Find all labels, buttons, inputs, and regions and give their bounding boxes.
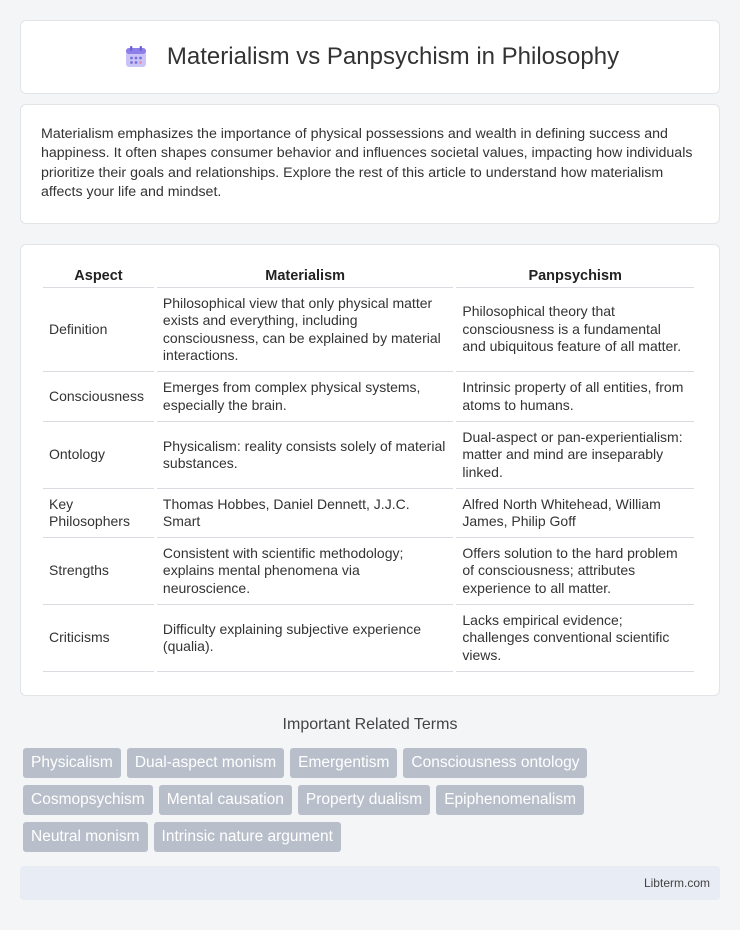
calendar-icon: [121, 42, 151, 72]
comparison-table-card: [20, 244, 720, 696]
header-card: [20, 20, 720, 94]
table-cell: Philosophical view that only physical matter exists and everything, including consciousness, can be explained by material interactions.: [157, 288, 453, 372]
table-cell: Offers solution to the hard problem of consciousness; attributes experience to all matter.: [456, 538, 694, 605]
table-row: [43, 372, 694, 422]
table-cell: Strengths: [43, 538, 154, 605]
table-cell: Ontology: [43, 422, 154, 489]
tag-neutral-monism[interactable]: Neutral monism: [23, 822, 148, 852]
tag-consciousness-ontology[interactable]: Consciousness ontology: [403, 748, 587, 778]
tag-property-dualism[interactable]: Property dualism: [298, 785, 430, 815]
tag-epiphenomenalism[interactable]: Epiphenomenalism: [436, 785, 584, 815]
table-cell: Criticisms: [43, 605, 154, 672]
intro-card: [20, 104, 720, 224]
table-row: [43, 422, 694, 489]
tag-row: [23, 822, 723, 852]
tag-row: [23, 748, 723, 778]
table-cell: Key Philosophers: [43, 489, 154, 538]
tag-dual-aspect-monism[interactable]: Dual-aspect monism: [127, 748, 284, 778]
table-cell: Definition: [43, 288, 154, 372]
page-title: Materialism vs Panpsychism in Philosophy: [166, 43, 620, 70]
title-wrap: [121, 42, 619, 72]
related-terms-tags: [23, 748, 723, 859]
related-terms-title: Important Related Terms: [282, 716, 458, 733]
table-cell: Physicalism: reality consists solely of material substances.: [157, 422, 453, 489]
column-header-aspect: Aspect: [43, 265, 154, 288]
column-header-materialism: Materialism: [157, 265, 453, 288]
table-row: [43, 489, 694, 538]
tag-emergentism[interactable]: Emergentism: [290, 748, 397, 778]
tag-mental-causation[interactable]: Mental causation: [159, 785, 292, 815]
column-header-panpsychism: Panpsychism: [456, 265, 694, 288]
table-header-row: [43, 265, 694, 288]
table-row: [43, 605, 694, 672]
tag-physicalism[interactable]: Physicalism: [23, 748, 121, 778]
table-cell: Lacks empirical evidence; challenges conventional scientific views.: [456, 605, 694, 672]
comparison-table: [40, 265, 697, 672]
footer-site-link[interactable]: Libterm.com: [643, 876, 710, 890]
table-row: [43, 538, 694, 605]
tag-cosmopsychism[interactable]: Cosmopsychism: [23, 785, 153, 815]
table-cell: Emerges from complex physical systems, especially the brain.: [157, 372, 453, 422]
table-cell: Alfred North Whitehead, William James, Philip Goff: [456, 489, 694, 538]
table-cell: Consciousness: [43, 372, 154, 422]
table-cell: Difficulty explaining subjective experience (qualia).: [157, 605, 453, 672]
footer: [20, 866, 720, 900]
table-cell: Philosophical theory that consciousness is a fundamental and ubiquitous feature of all matter.: [456, 288, 694, 372]
tag-intrinsic-nature-argument[interactable]: Intrinsic nature argument: [154, 822, 341, 852]
table-cell: Consistent with scientific methodology; explains mental phenomena via neuroscience.: [157, 538, 453, 605]
tag-row: [23, 785, 723, 815]
intro-text: Materialism emphasizes the importance of physical possessions and wealth in defining success and happiness. It often shapes consumer behavior and influences societal values, impacting how individuals prioritize their goals and relationships. Explore the rest of this article to understand how materialism affects your life and mindset.: [41, 126, 693, 201]
table-cell: Intrinsic property of all entities, from atoms to humans.: [456, 372, 694, 422]
table-cell: Dual-aspect or pan-experientialism: matter and mind are inseparably linked.: [456, 422, 694, 489]
table-row: [43, 288, 694, 372]
table-cell: Thomas Hobbes, Daniel Dennett, J.J.C. Smart: [157, 489, 453, 538]
